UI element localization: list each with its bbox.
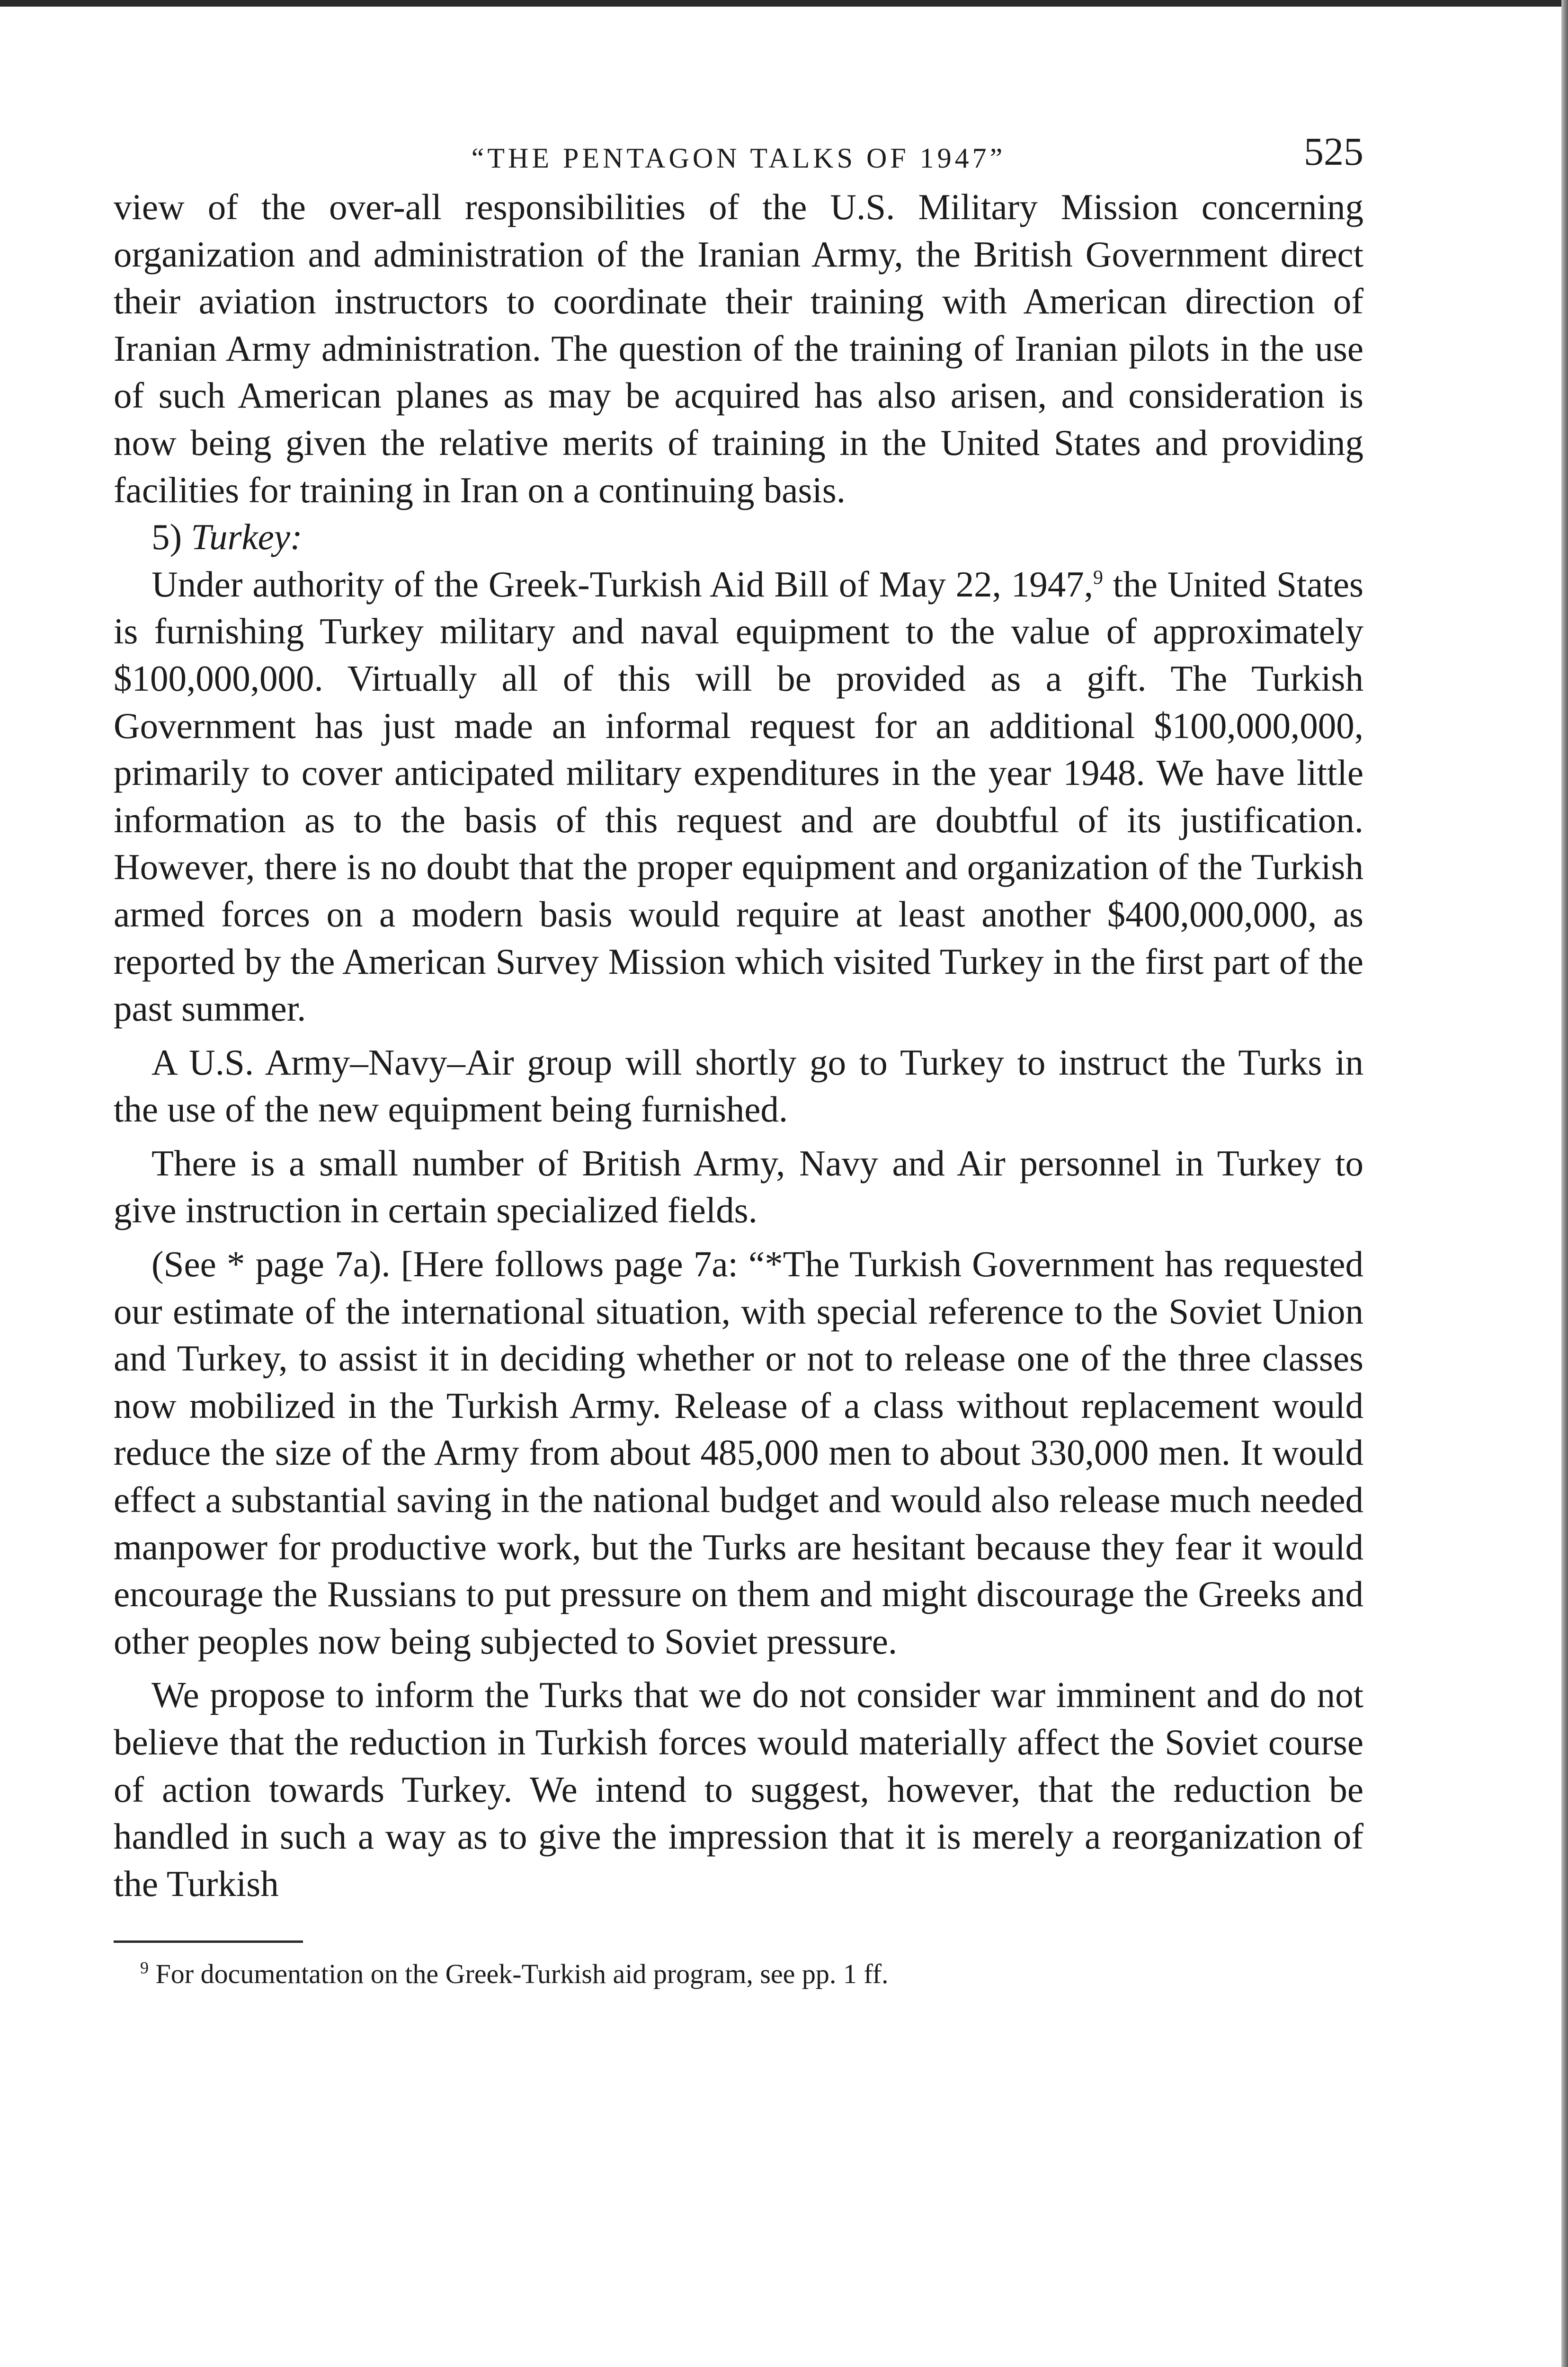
section-title: Turkey:: [191, 516, 303, 558]
paragraph-aid-bill-lead: Under authority of the Greek-Turkish Aid Bill of May 22, 1947,: [151, 563, 1093, 605]
page-number: 525: [1304, 130, 1363, 174]
document-page: [114, 123, 1363, 1993]
paragraph-aid-bill-rest: the United States is furnishing Turkey military and naval equipment to the value of approximately $100,000,000. Virtually all of this will be provided as a gift. The Turkish Government has just made an informal request for an additional $100,000,000, primarily to cover anticipated military expenditures in the year 1948. We have little information as to the basis of this request and are doubtful of its justification. However, there is no doubt that the proper equipment and organization of the Turkish armed forces on a modern basis would require at least another $400,000,000, as reported by the American Survey Mission which visited Turkey in the first part of the past summer.: [114, 563, 1364, 1029]
footnote-divider: [114, 1940, 303, 1943]
footnote-text: For documentation on the Greek-Turkish aid program, see pp. 1 ff.: [155, 1958, 889, 1990]
footnote-marker: 9: [140, 1958, 149, 1978]
footnote: [114, 1955, 1363, 1993]
footnote-reference[interactable]: 9: [1093, 567, 1103, 589]
body-text: [114, 184, 1363, 1907]
paragraph-proposal: We propose to inform the Turks that we do not consider war imminent and do not believe that the reduction in Turkish forces would materially affect the Soviet course of action towards Turkey. We intend to suggest, however, that the reduction be handled in such a way as to give the impression that it is merely a reorganization of the Turkish: [114, 1674, 1363, 1904]
paragraph-mission: A U.S. Army–Navy–Air group will shortly go to Turkey to instruct the Turks in the use of the new equipment being furnished.: [114, 1041, 1363, 1130]
paragraph-continuation: view of the over-all responsibilities of the U.S. Military Mission concerning organization and administration of the Iranian Army, the British Government direct their aviation instructors to coordinate their training with American direction of Iranian Army administration. The question of the training of Iranian pilots in the use of such American planes as may be acquired has also arisen, and consideration is now being given the relative merits of training in the United States and providing facilities for training in Iran on a continuing basis.: [114, 187, 1363, 510]
page-right-edge: [1561, 0, 1568, 2367]
paragraph-page-7a: (See * page 7a). [Here follows page 7a: “*The Turkish Government has requested our estimate of the international situation, with special reference to the Soviet Union and Turkey, to assist it in deciding whether or not to release one of the three classes now mobilized in the Turkish Army. Release of a class without replacement would reduce the size of the Army from about 485,000 men to about 330,000 men. It would effect a substantial saving in the national budget and would also release much needed manpower for productive work, but the Turks are hesitant because they fear it would encourage the Russians to put pressure on them and might discourage the Greeks and other peoples now being subjected to Soviet pressure.: [114, 1244, 1363, 1662]
running-header: [114, 123, 1363, 180]
top-edge-rule: [0, 0, 1568, 7]
paragraph-british-personnel: There is a small number of British Army, Navy and Air personnel in Turkey to give instruction in certain specialized fields.: [114, 1142, 1363, 1231]
section-heading-turkey: [114, 514, 1363, 561]
paragraph-aid-bill: [114, 561, 1363, 1032]
running-title: “THE PENTAGON TALKS OF 1947”: [471, 142, 1006, 174]
section-number: 5): [151, 516, 182, 558]
